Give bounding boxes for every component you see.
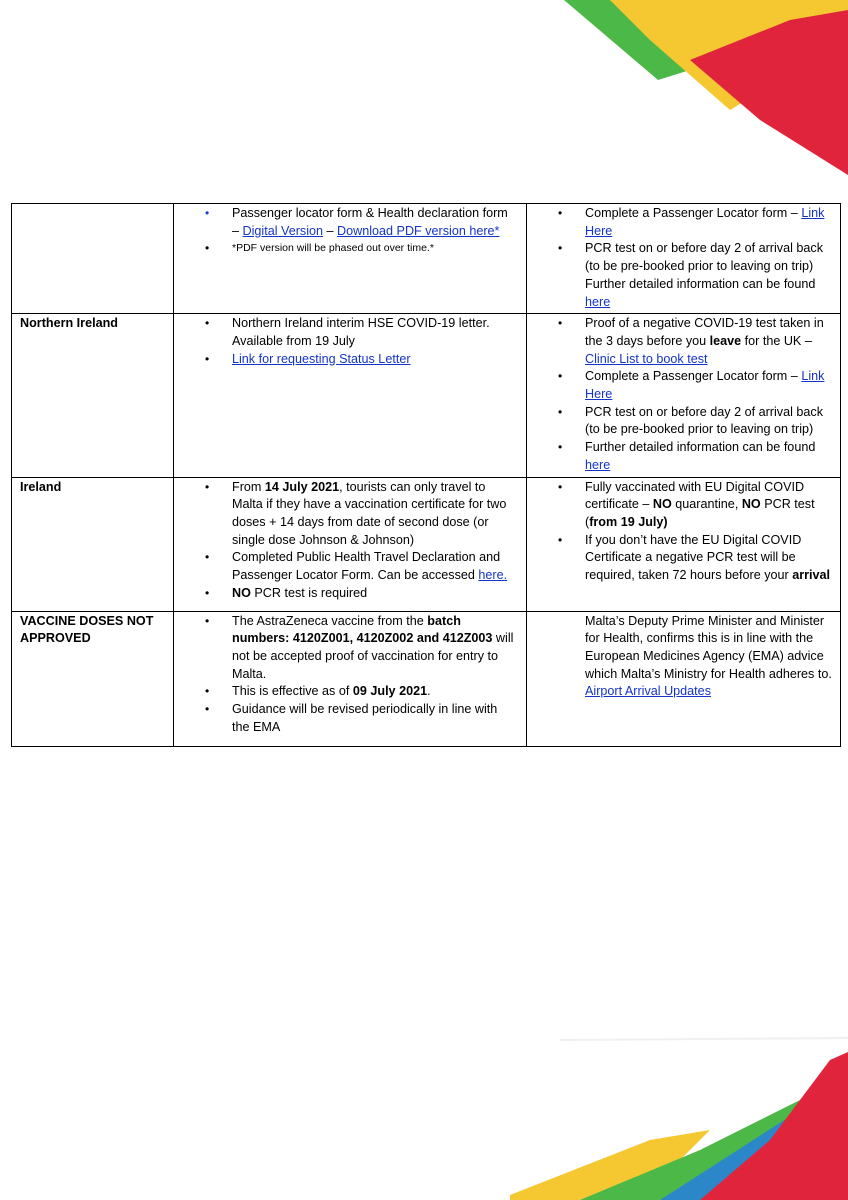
return-requirements-cell — [527, 611, 841, 746]
table-row — [12, 611, 841, 746]
return-requirements-cell — [527, 204, 841, 314]
declaration-link[interactable]: here. — [478, 568, 508, 583]
travel-requirements-table — [11, 203, 841, 747]
list-item: • Fully vaccinated with EU Digital COVID certificate – NO quarantine, NO PCR test (from 19 July) — [535, 479, 832, 532]
digital-version-link[interactable]: Digital Version — [242, 223, 324, 238]
list-item: • NO PCR test is required — [182, 585, 518, 603]
malta-requirements-cell — [174, 204, 527, 314]
decorative-bottom-shapes — [470, 1030, 848, 1200]
country-cell: Northern Ireland — [12, 314, 174, 477]
list-item: • Guidance will be revised periodically in line with the EMA — [182, 701, 518, 736]
status-letter-link[interactable]: Link for requesting Status Letter — [232, 351, 411, 366]
list-item: • The AstraZeneca vaccine from the batch numbers: 4120Z001, 4120Z002 and 412Z003 will not be accepted proof of vaccination for entry to Malta. — [182, 613, 518, 684]
list-item: • *PDF version will be phased out over time.* — [182, 240, 518, 257]
list-item: • Northern Ireland interim HSE COVID-19 letter. Available from 19 July — [182, 315, 518, 350]
list-item: • Proof of a negative COVID-19 test taken in the 3 days before you leave for the UK – Clinic List to book test — [535, 315, 832, 368]
country-cell — [12, 204, 174, 314]
list-item — [182, 351, 518, 369]
table-row — [12, 204, 841, 314]
further-info-link[interactable]: here — [585, 457, 611, 472]
list-item: • Completed Public Health Travel Declaration and Passenger Locator Form. Can be accessed here. — [182, 549, 518, 584]
clinic-list-link[interactable]: Clinic List to book test — [585, 351, 708, 366]
malta-requirements-cell — [174, 611, 527, 746]
passenger-locator-link[interactable]: Link Here — [585, 206, 825, 238]
return-requirements-cell — [527, 314, 841, 477]
country-cell: VACCINE DOSES NOT APPROVED — [12, 611, 174, 746]
list-item: • Complete a Passenger Locator form – Link Here — [535, 205, 832, 240]
table-row — [12, 314, 841, 477]
malta-requirements-cell — [174, 477, 527, 611]
passenger-locator-link[interactable]: Link Here — [585, 369, 825, 402]
airport-arrival-updates-link[interactable]: Airport Arrival Updates — [585, 684, 711, 699]
list-item: • Complete a Passenger Locator form – Link Here — [535, 368, 832, 403]
ema-note: Malta’s Deputy Prime Minister and Minister for Health, confirms this is in line with the European Medicines Agency (EMA) advice which Malta’s Ministry for Health adheres to. — [585, 613, 832, 681]
list-item: • If you don’t have the EU Digital COVID Certificate a negative PCR test will be required, taken 72 hours before your arrival — [535, 532, 832, 585]
list-item: • From 14 July 2021, tourists can only travel to Malta if they have a vaccination certificate for two doses + 14 days from date of second dose (or single dose Johnson & Johnson) — [182, 479, 518, 550]
further-info-link[interactable]: here — [585, 294, 611, 309]
list-item: • PCR test on or before day 2 of arrival back (to be pre-booked prior to leaving on trip) — [535, 404, 832, 439]
divider-line — [560, 1038, 848, 1040]
list-item: • Passenger locator form & Health declaration form – Digital Version – Download PDF version here* — [182, 205, 518, 240]
list-item: • Further detailed information can be found here — [535, 439, 832, 474]
malta-requirements-cell — [174, 314, 527, 477]
table-row — [12, 477, 841, 611]
download-pdf-link[interactable]: Download PDF version here* — [337, 223, 500, 238]
return-requirements-cell — [527, 477, 841, 611]
decorative-top-shapes — [540, 0, 848, 190]
country-cell: Ireland — [12, 477, 174, 611]
list-item: • This is effective as of 09 July 2021. — [182, 683, 518, 701]
list-item: • PCR test on or before day 2 of arrival back (to be pre-booked prior to leaving on trip) Further detailed information can be found here — [535, 240, 832, 311]
